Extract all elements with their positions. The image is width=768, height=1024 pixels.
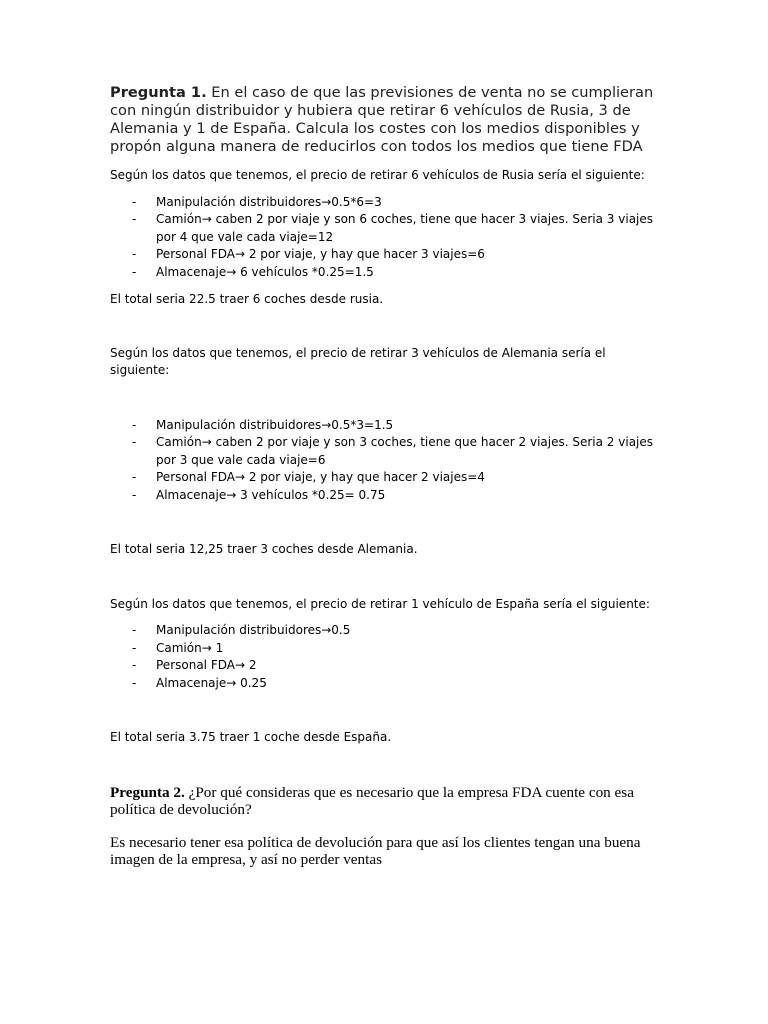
list-item: - Camión→ caben 2 por viaje y son 3 coches, tiene que hacer 2 viajes. Seria 2 viajes por 3 que vale cada viaje=6 <box>132 435 654 467</box>
list-item: - Almacenaje→ 6 vehículos *0.25=1.5 <box>110 264 658 282</box>
dash-bullet: - <box>132 487 137 502</box>
question-1-label: Pregunta 1. <box>110 84 207 101</box>
list-item: - Manipulación distribuidores→0.5*6=3 <box>110 194 658 212</box>
germany-total: El total seria 12,25 traer 3 coches desde Alemania. <box>110 542 418 556</box>
spain-cost-list <box>110 622 658 692</box>
list-item: - Personal FDA→ 2 por viaje, y hay que hacer 3 viajes=6 <box>110 246 658 264</box>
question-2-answer: Es necesario tener esa política de devolución para que así los clientes tengan una buena imagen de la empresa, y así no perder ventas <box>110 833 641 868</box>
dash-bullet: - <box>132 212 137 226</box>
question-1 <box>110 84 658 156</box>
russia-intro: Según los datos que tenemos, el precio de retirar 6 vehículos de Rusia sería el siguiente: <box>110 168 645 182</box>
document-page <box>110 84 658 869</box>
dash-bullet: - <box>132 264 137 279</box>
dash-bullet: - <box>132 623 137 637</box>
dash-bullet: - <box>132 470 137 484</box>
question-2-label: Pregunta 2. <box>110 783 185 801</box>
list-item: - Camión→ caben 2 por viaje y son 6 coches, tiene que hacer 3 viajes. Seria 3 viajes por 4 que vale cada viaje=12 <box>132 212 654 244</box>
dash-bullet: - <box>132 435 137 449</box>
question-2-text: ¿Por qué consideras que es necesario que la empresa FDA cuente con esa política de devolución? <box>110 783 634 818</box>
spain-intro: Según los datos que tenemos, el precio de retirar 1 vehículo de España sería el siguiente: <box>110 596 650 611</box>
list-item: - Almacenaje→ 0.25 <box>110 675 658 693</box>
dash-bullet: - <box>132 640 137 655</box>
dash-bullet: - <box>132 658 137 672</box>
question-2 <box>110 784 658 819</box>
dash-bullet: - <box>132 247 137 261</box>
list-item: - Personal FDA→ 2 por viaje, y hay que hacer 2 viajes=4 <box>110 469 658 487</box>
russia-total: El total seria 22.5 traer 6 coches desde rusia. <box>110 292 384 306</box>
dash-bullet: - <box>132 675 137 690</box>
list-item: - Manipulación distribuidores→0.5*3=1.5 <box>110 417 658 435</box>
list-item: - Personal FDA→ 2 <box>110 657 658 675</box>
list-item: - Almacenaje→ 3 vehículos *0.25= 0.75 <box>110 487 658 505</box>
question-1-text: En el caso de que las previsiones de venta no se cumplieran con ningún distribuidor y hubiera que retirar 6 vehículos de Rusia, 3 de Alemania y 1 de España. Calcula los costes con los medios disponibles y propón alguna manera de reducirlos con todos los medios que tiene FDA <box>110 84 654 155</box>
russia-cost-list <box>110 194 658 282</box>
list-item: - Manipulación distribuidores→0.5 <box>110 622 658 640</box>
dash-bullet: - <box>132 194 137 209</box>
germany-cost-list <box>110 417 658 505</box>
spain-total: El total seria 3.75 traer 1 coche desde España. <box>110 730 392 744</box>
germany-intro: Según los datos que tenemos, el precio de retirar 3 vehículos de Alemania sería el siguiente: <box>110 345 606 377</box>
dash-bullet: - <box>132 417 137 432</box>
list-item: - Camión→ 1 <box>110 640 658 658</box>
